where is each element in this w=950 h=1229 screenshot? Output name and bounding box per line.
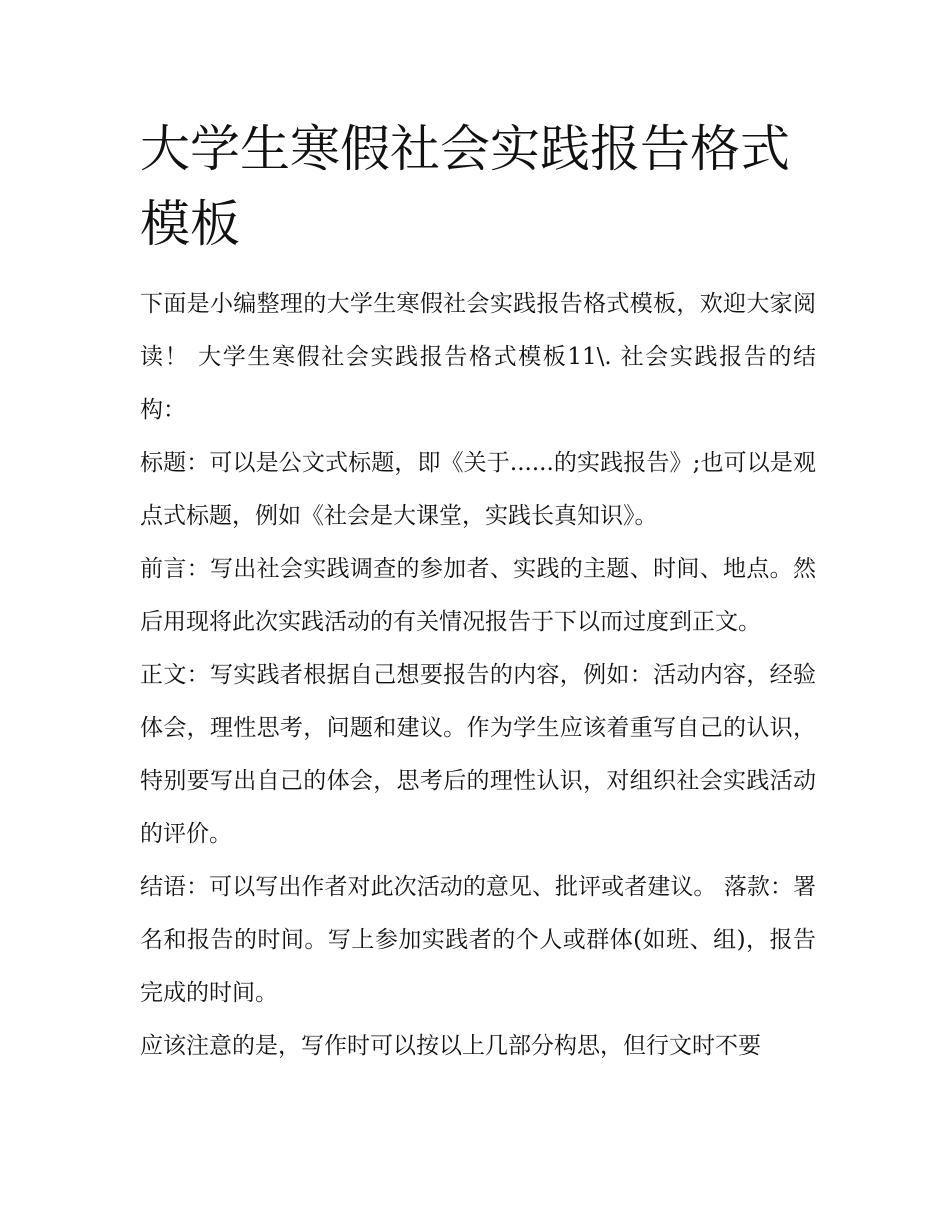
document-title: 大学生寒假社会实践报告格式模板	[140, 120, 790, 253]
paragraph-title-section: 标题：可以是公文式标题，即《关于......的实践报告》;也可以是观点式标题，例如《社会是大课堂，实践长真知识》。	[140, 450, 816, 529]
paragraph-preface: 前言：写出社会实践调查的参加者、实践的主题、时间、地点。然后用现将此次实践活动的有关情况报告于下以而过度到正文。	[140, 556, 816, 635]
document-body	[140, 112, 816, 1073]
paragraph-notes: 应该注意的是，写作时可以按以上几部分构思，但行文时不要	[140, 1033, 761, 1059]
paragraph-body-text: 正文：写实践者根据自己想要报告的内容，例如：活动内容，经验体会，理性思考，问题和建议。作为学生应该着重写自己的认识，特别要写出自己的体会，思考后的理性认识，对组织社会实践活动的评价。	[140, 662, 816, 847]
paragraph-conclusion: 结语：可以写出作者对此次活动的意见、批评或者建议。 落款：署名和报告的时间。写上参加实践者的个人或群体(如班、组)，报告完成的时间。	[140, 874, 816, 1006]
paragraph-intro: 下面是小编整理的大学生寒假社会实践报告格式模板，欢迎大家阅读！ 大学生寒假社会实践报告格式模板11\. 社会实践报告的结构：	[140, 291, 816, 423]
